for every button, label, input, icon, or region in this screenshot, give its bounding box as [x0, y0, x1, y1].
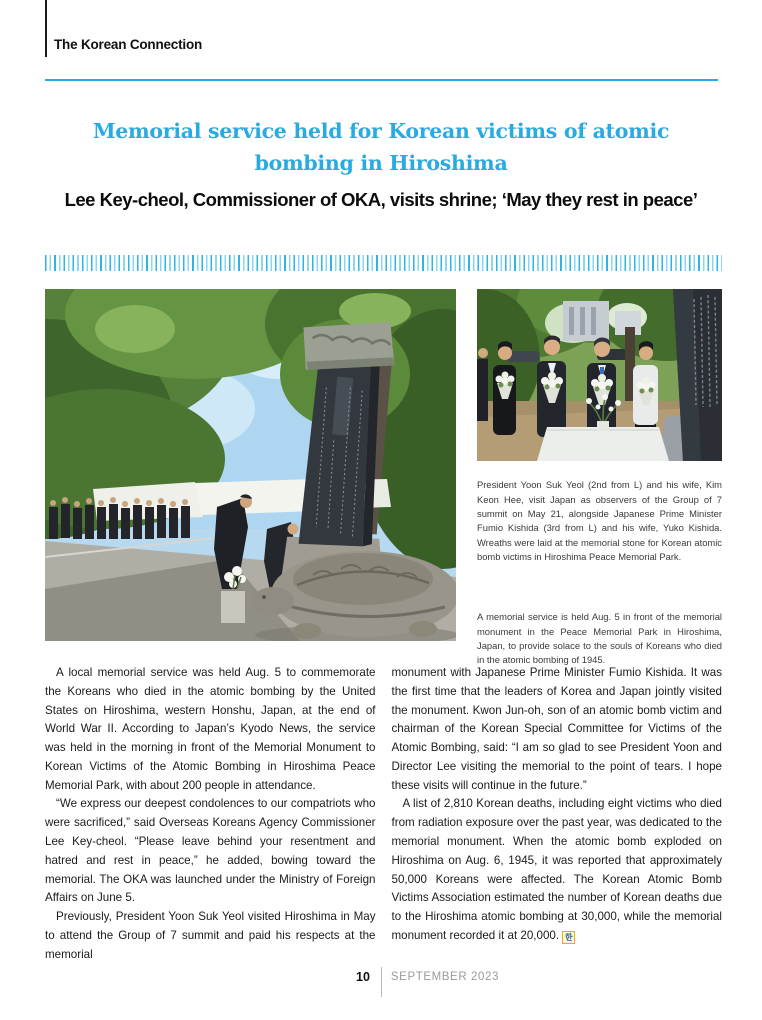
article-paragraph: “We express our deepest condolences to our compatriots who were sacrificed,” said Overseas Koreans Agency Commissioner Lee Key-cheol. “Please leave behind your resentment and hatred and rest in peace,” he added, bowing toward the memorial. The OKA was launched under the Ministry of Foreign Affairs on June 5.: [45, 797, 376, 905]
left-photo-caption: A memorial service is held Aug. 5 in front of the memorial monument in the Peace Memorial Park in Hiroshima, Japan, to provide solace to the souls of Koreans who died in the atomic bombing of 1945.: [477, 611, 722, 666]
page-footer: [356, 967, 499, 997]
article-paragraph: A list of 2,810 Korean deaths, including eight victims who died from radiation exposure over the past year, was dedicated to the memorial monument. When the atomic bomb exploded on Hiroshima on Aug. 6, 1945, it was reported that approximately 50,000 Koreans were affected. The Korean Atomic Bomb Victims Association estimated the number of Korean deaths due to the Hiroshima atomic bombing at 30,000, while the memorial monument recorded it at 20,000. 한: [391, 797, 722, 942]
issue-date: SEPTEMBER 2023: [390, 971, 500, 983]
wreath-laying-illustration: [477, 289, 722, 461]
article-column-right: [392, 664, 723, 965]
memorial-monument-illustration: [45, 289, 456, 641]
kicker-underline: [45, 79, 718, 81]
end-of-article-mark: 한: [562, 931, 575, 944]
article-subtitle: Lee Key-cheol, Commissioner of OKA, visits shrine; ‘May they rest in peace’: [64, 189, 698, 210]
memorial-monument-photo: [45, 289, 456, 641]
article-paragraph: monument with Japanese Prime Minister Fumio Kishida. It was the first time that the leaders of Korea and Japan jointly visited the monument. Kwon Jun-oh, son of an atomic bomb victim and chairman of the Korean Special Committee for Victims of the Atomic Bombing, said: “I am so glad to see President Yoon and Director Lee visiting the memorial to the point of tears. I hope these visits will continue in the future.”: [391, 666, 722, 792]
article-column-left: [45, 664, 376, 965]
footer-divider: [381, 967, 382, 997]
page-number: 10: [356, 970, 370, 984]
article-paragraph: Previously, President Yoon Suk Yeol visited Hiroshima in May to attend the Group of 7 summit and paid his respects at the memorial: [45, 910, 376, 961]
right-photo-caption: President Yoon Suk Yeol (2nd from L) and his wife, Kim Keon Hee, visit Japan as observers of the Group of 7 summit on May 21, alongside Japanese Prime Minister Fumio Kishida (3rd from L) and his wife, Yuko Kishida. Wreaths were laid at the memorial stone for Korean atomic bomb victims in Hiroshima Peace Memorial Park.: [477, 479, 722, 562]
article-body: [45, 664, 722, 965]
section-kicker: The Korean Connection: [54, 37, 203, 52]
wreath-laying-photo: [477, 289, 722, 461]
article-paragraph: A local memorial service was held Aug. 5 to commemorate the Koreans who died in the atomic bombing by the United States on Hiroshima, western Honshu, Japan, at the end of World War II. According to Japan’s Kyodo News, the service was held in the morning in front of the Memorial Monument to Korean Victims of the Atomic Bombing in Hiroshima Peace Memorial Park, with about 200 people in attendance.: [45, 666, 376, 792]
striped-divider: [45, 255, 722, 271]
kicker-vertical-rule: [45, 0, 47, 57]
article-title: Memorial service held for Korean victims of atomic bombing in Hiroshima: [92, 119, 670, 175]
